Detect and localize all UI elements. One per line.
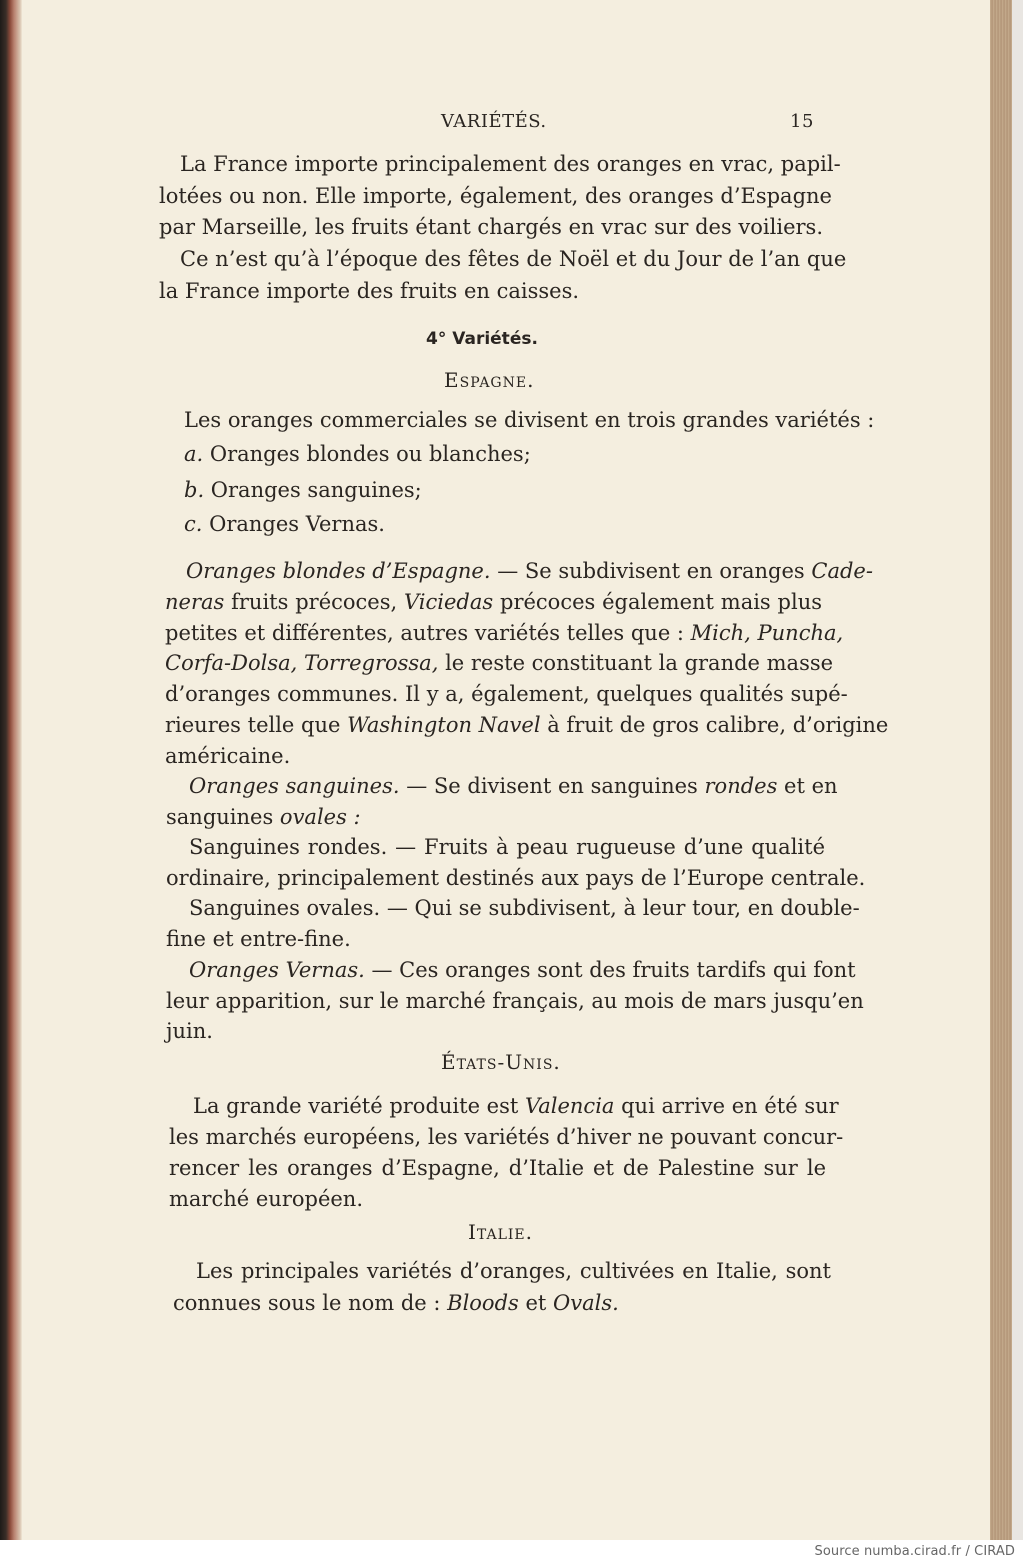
- italic-term: Oranges blondes d’Espagne.: [186, 559, 491, 583]
- heading-italie: Italie.: [468, 1220, 533, 1244]
- list-text: Oranges blondes ou blanches;: [203, 442, 531, 466]
- italic-term: ovales :: [279, 805, 361, 829]
- text-run: précoces également mais plus: [493, 590, 823, 614]
- italic-term: Valencia: [525, 1094, 615, 1118]
- text-line: Ce n’est qu’à l’époque des fêtes de Noël et du Jour de l’an que: [180, 247, 847, 271]
- text-line: [165, 710, 889, 741]
- italic-term: neras: [165, 590, 225, 614]
- text-run: — Ces oranges sont des fruits tardifs qui font: [364, 958, 856, 982]
- text-line: leur apparition, sur le marché français, au mois de mars jusqu’en: [166, 989, 864, 1013]
- italic-term: Corfa-Dolsa, Torregrossa,: [165, 651, 439, 675]
- text-run: qui arrive en été sur: [614, 1094, 839, 1118]
- italic-term: Bloods: [447, 1291, 519, 1315]
- text-run: — Se divisent en sanguines: [399, 774, 705, 798]
- text-line: d’oranges communes. Il y a, également, quelques qualités supé-: [165, 682, 848, 706]
- page-number: 15: [790, 111, 814, 132]
- text-line: lotées ou non. Elle importe, également, des oranges d’Espagne: [159, 184, 832, 208]
- text-line: Les principales variétés d’oranges, cultivées en Italie, sont: [196, 1259, 831, 1283]
- list-marker: b.: [184, 478, 205, 502]
- text-line: [173, 1288, 619, 1319]
- text-run: sanguines: [166, 805, 280, 829]
- text-line: La France importe principalement des oranges en vrac, papil-: [180, 152, 841, 176]
- text-run: et: [518, 1291, 554, 1315]
- text-line: fine et entre-fine.: [166, 927, 351, 951]
- text-line: [165, 618, 844, 649]
- right-margin: [1012, 0, 1023, 1540]
- section-title: 4° Variétés.: [426, 329, 538, 349]
- italic-term: Mich, Puncha,: [690, 621, 844, 645]
- text-line: juin.: [166, 1019, 213, 1043]
- text-line: [189, 955, 856, 986]
- text-line: rencer les oranges d’Espagne, d’Italie et de Palestine sur le: [169, 1156, 826, 1180]
- text-run: petites et différentes, autres variétés telles que :: [165, 621, 691, 645]
- text-line: [189, 771, 838, 802]
- list-text: Oranges Vernas.: [202, 512, 385, 536]
- text-run: connues sous le nom de :: [173, 1291, 448, 1315]
- list-item: [184, 439, 531, 470]
- book-spine: [0, 0, 22, 1540]
- italic-term: Oranges Vernas.: [189, 958, 365, 982]
- text-line: marché européen.: [169, 1187, 363, 1211]
- page-edges: [990, 0, 1012, 1540]
- text-run: La grande variété produite est: [193, 1094, 525, 1118]
- list-text: Oranges sanguines;: [204, 478, 422, 502]
- text-run: et en: [777, 774, 838, 798]
- italic-term: Oranges sanguines.: [189, 774, 400, 798]
- text-line: par Marseille, les fruits étant chargés en vrac sur des voiliers.: [159, 215, 824, 239]
- heading-etats-unis: États-Unis.: [441, 1050, 561, 1074]
- list-item: [184, 475, 422, 506]
- text-line: [186, 556, 873, 587]
- text-line: les marchés européens, les variétés d’hiver ne pouvant concur-: [169, 1125, 844, 1149]
- text-line: Sanguines ovales. — Qui se subdivisent, à leur tour, en double-: [189, 896, 860, 920]
- italic-term: rondes: [704, 774, 778, 798]
- list-item: [184, 509, 385, 540]
- running-title: VARIÉTÉS.: [441, 111, 547, 132]
- text-line: [193, 1091, 839, 1122]
- text-run: — Se subdivisent en oranges: [490, 559, 812, 583]
- text-line: Sanguines rondes. — Fruits à peau rugueuse d’une qualité: [189, 835, 825, 859]
- text-run: à fruit de gros calibre, d’origine: [540, 713, 889, 737]
- text-line: américaine.: [165, 744, 291, 768]
- source-credit: Source numba.cirad.fr / CIRAD: [814, 1544, 1015, 1559]
- text-line: ordinaire, principalement destinés aux pays de l’Europe centrale.: [166, 866, 866, 890]
- list-marker: a.: [184, 442, 204, 466]
- text-run: le reste constituant la grande masse: [438, 651, 834, 675]
- italic-term: Viciedas: [404, 590, 494, 614]
- italic-term: Washington Navel: [347, 713, 541, 737]
- list-marker: c.: [184, 512, 203, 536]
- italic-term: Cade-: [811, 559, 873, 583]
- text-run: rieures telle que: [165, 713, 348, 737]
- italic-term: Ovals.: [553, 1291, 619, 1315]
- text-line: [165, 587, 822, 618]
- text-line: [165, 648, 834, 679]
- text-line: la France importe des fruits en caisses.: [159, 279, 580, 303]
- text-line: Les oranges commerciales se divisent en trois grandes variétés :: [184, 408, 875, 432]
- heading-espagne: Espagne.: [444, 368, 535, 392]
- text-line: [166, 802, 361, 833]
- text-run: fruits précoces,: [224, 590, 405, 614]
